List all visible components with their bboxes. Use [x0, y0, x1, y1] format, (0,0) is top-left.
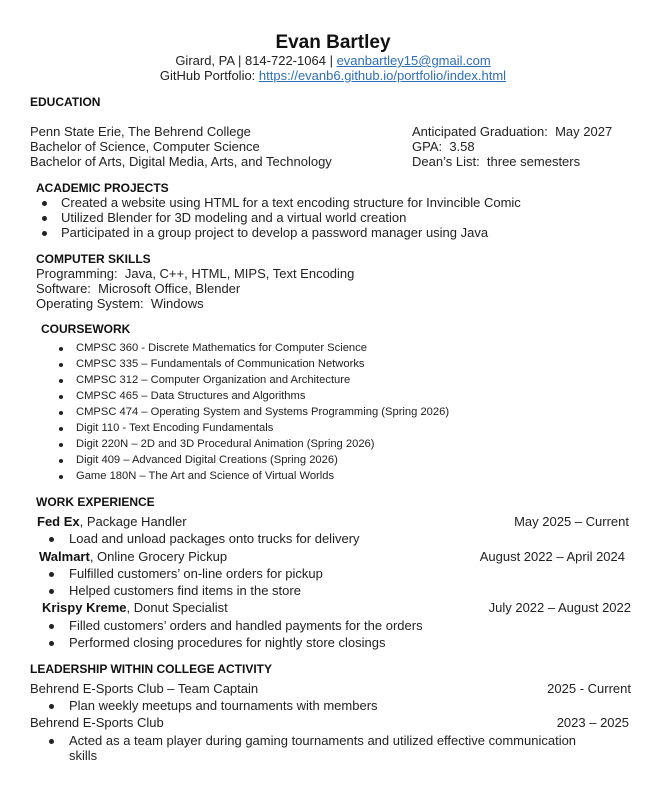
coursework-heading: COURSEWORK	[41, 322, 131, 336]
separator: |	[237, 53, 242, 68]
company-name: Fed Ex	[37, 514, 80, 529]
job-role: , Donut Specialist	[126, 600, 228, 615]
job-bullet: Fulfilled customers’ on-line orders for pickup	[69, 566, 323, 581]
graduation-date: Anticipated Graduation: May 2027	[412, 124, 613, 139]
course-item: Digit 409 – Advanced Digital Creations (Spring 2026)	[76, 454, 338, 466]
projects-heading: ACADEMIC PROJECTS	[36, 181, 169, 195]
project-item: Created a website using HTML for a text encoding structure for Invincible Comic	[61, 195, 521, 210]
bullet-icon	[59, 475, 63, 479]
separator: |	[329, 53, 333, 68]
leadership-dates: 2025 - Current	[547, 681, 631, 696]
bullet-icon	[59, 379, 63, 383]
bullet-icon	[59, 347, 63, 351]
project-item: Participated in a group project to develop a password manager using Java	[61, 225, 489, 240]
contact-line	[0, 53, 666, 68]
skills-programming: Programming: Java, C++, HTML, MIPS, Text Encoding	[36, 266, 355, 281]
bullet-icon	[59, 443, 63, 447]
school: Penn State Erie, The Behrend College	[30, 124, 251, 139]
leadership-bullet-continued: skills	[69, 748, 98, 763]
job-title-krispy-kreme	[42, 600, 228, 615]
leadership-heading: LEADERSHIP WITHIN COLLEGE ACTIVITY	[30, 662, 273, 676]
location: Girard, PA	[175, 53, 235, 68]
bullet-icon	[49, 704, 54, 709]
bullet-icon	[49, 572, 54, 577]
job-role: , Package Handler	[79, 514, 187, 529]
skills-os: Operating System: Windows	[36, 296, 204, 311]
bullet-icon	[59, 395, 63, 399]
bullet-icon	[42, 201, 47, 206]
leadership-bullet: Plan weekly meetups and tournaments with members	[69, 698, 378, 713]
job-bullet: Load and unload packages onto trucks for delivery	[69, 531, 360, 546]
bullet-icon	[49, 641, 54, 646]
bullet-icon	[49, 589, 54, 594]
bullet-icon	[59, 459, 63, 463]
leadership-dates: 2023 – 2025	[556, 715, 629, 730]
skills-software: Software: Microsoft Office, Blender	[36, 281, 241, 296]
job-bullet: Performed closing procedures for nightly store closings	[69, 635, 386, 650]
education-heading: EDUCATION	[30, 95, 101, 109]
course-item: Digit 110 - Text Encoding Fundamentals	[76, 422, 274, 434]
leadership-title: Behrend E-Sports Club	[30, 715, 164, 730]
job-title-walmart	[39, 549, 227, 564]
course-item: CMPSC 312 – Computer Organization and Architecture	[76, 374, 351, 386]
bullet-icon	[49, 624, 54, 629]
degree-ba: Bachelor of Arts, Digital Media, Arts, and Technology	[30, 154, 332, 169]
work-heading: WORK EXPERIENCE	[36, 495, 155, 509]
phone: 814-722-1064	[244, 53, 326, 68]
portfolio-line	[0, 68, 666, 83]
bullet-icon	[59, 411, 63, 415]
job-role: , Online Grocery Pickup	[89, 549, 228, 564]
candidate-name: Evan Bartley	[275, 32, 391, 53]
course-item: CMPSC 335 – Fundamentals of Communication Networks	[76, 358, 365, 370]
gpa: GPA: 3.58	[412, 139, 475, 154]
bullet-icon	[49, 537, 54, 542]
leadership-title: Behrend E-Sports Club – Team Captain	[30, 681, 259, 696]
job-dates: July 2022 – August 2022	[488, 600, 631, 615]
job-title-fedex	[37, 514, 187, 529]
bullet-icon	[59, 363, 63, 367]
course-item: CMPSC 465 – Data Structures and Algorithms	[76, 390, 306, 402]
company-name: Krispy Kreme	[42, 600, 127, 615]
deans-list: Dean’s List: three semesters	[412, 154, 581, 169]
leadership-bullet: Acted as a team player during gaming tournaments and utilized effective communication	[69, 733, 577, 748]
job-dates: May 2025 – Current	[514, 514, 629, 529]
degree-bs: Bachelor of Science, Computer Science	[30, 139, 260, 154]
course-item: Game 180N – The Art and Science of Virtual Worlds	[76, 470, 335, 482]
job-bullet: Filled customers’ orders and handled payments for the orders	[69, 618, 423, 633]
email-link[interactable]: evanbartley15@gmail.com	[336, 53, 491, 68]
job-dates: August 2022 – April 2024	[479, 549, 625, 564]
company-name: Walmart	[39, 549, 90, 564]
course-item: Digit 220N – 2D and 3D Procedural Animation (Spring 2026)	[76, 438, 375, 450]
project-item: Utilized Blender for 3D modeling and a virtual world creation	[61, 210, 407, 225]
course-item: CMPSC 360 - Discrete Mathematics for Computer Science	[76, 342, 367, 354]
portfolio-link[interactable]: https://evanb6.github.io/portfolio/index.html	[258, 68, 507, 83]
skills-heading: COMPUTER SKILLS	[36, 252, 151, 266]
bullet-icon	[49, 739, 54, 744]
course-item: CMPSC 474 – Operating System and Systems Programming (Spring 2026)	[76, 406, 450, 418]
bullet-icon	[59, 427, 63, 431]
portfolio-label: GitHub Portfolio:	[159, 68, 256, 83]
job-bullet: Helped customers find items in the store	[69, 583, 301, 598]
bullet-icon	[42, 231, 47, 236]
bullet-icon	[42, 216, 47, 221]
